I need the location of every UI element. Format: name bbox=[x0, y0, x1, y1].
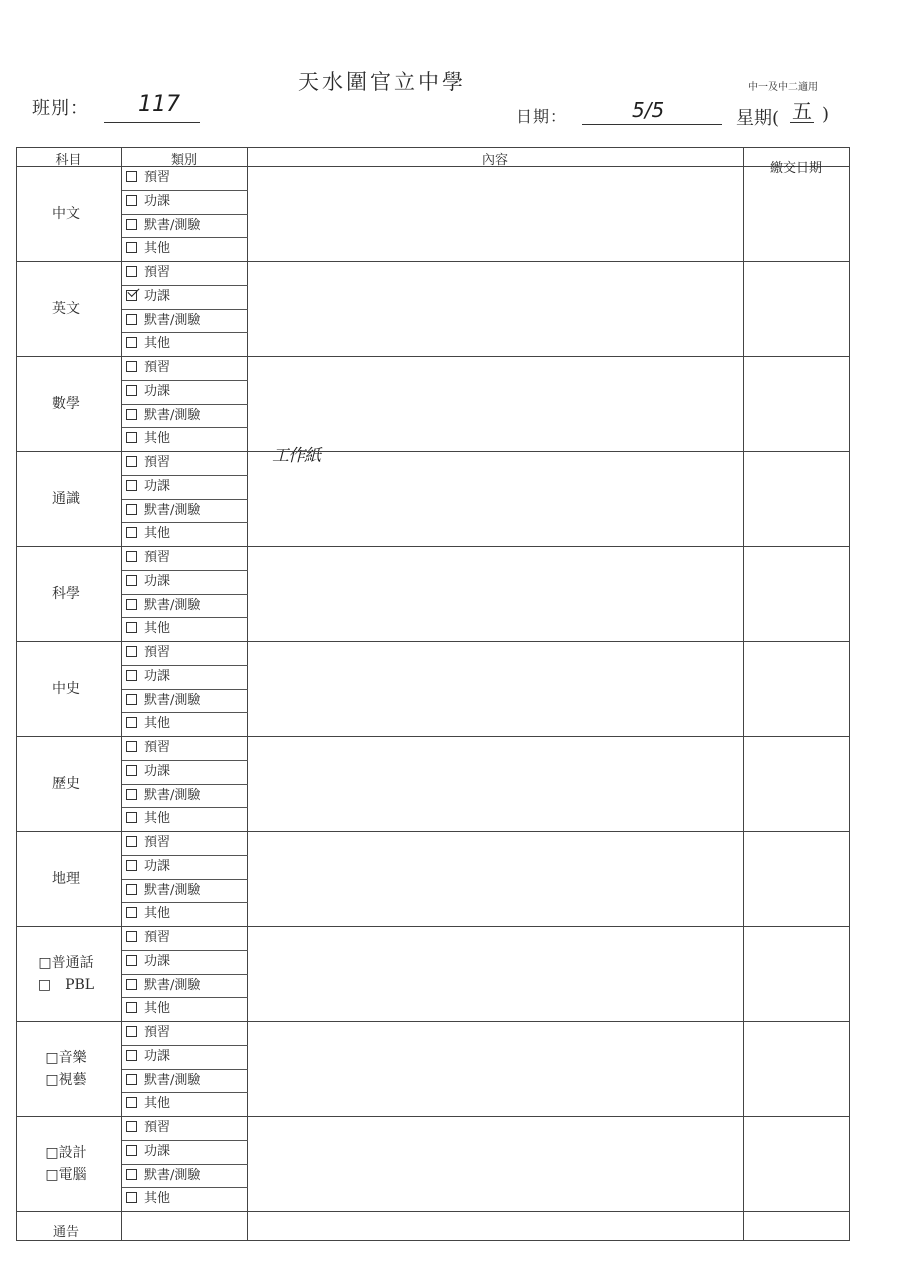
category-row[interactable] bbox=[122, 975, 250, 997]
checkbox[interactable] bbox=[126, 314, 137, 325]
category-label: 預習 bbox=[144, 740, 171, 755]
category-divider bbox=[122, 712, 248, 713]
subject-label bbox=[16, 773, 116, 795]
category-label: 其他 bbox=[144, 716, 171, 732]
section-divider bbox=[16, 1211, 850, 1212]
category-label: 功課 bbox=[144, 478, 171, 494]
subject-label bbox=[16, 583, 116, 605]
category-label: 預習 bbox=[144, 1025, 171, 1040]
category-divider bbox=[122, 427, 248, 428]
category-row[interactable] bbox=[122, 737, 250, 759]
category-row[interactable] bbox=[122, 785, 250, 807]
category-row[interactable] bbox=[122, 357, 250, 379]
category-row[interactable] bbox=[122, 595, 250, 617]
checkbox[interactable] bbox=[126, 527, 137, 538]
checkbox[interactable] bbox=[126, 219, 137, 230]
category-label: 預習 bbox=[144, 455, 171, 470]
subject-label bbox=[16, 952, 116, 996]
checkbox[interactable] bbox=[126, 242, 137, 253]
category-label: 預習 bbox=[144, 930, 171, 945]
category-row[interactable] bbox=[122, 571, 250, 593]
category-divider bbox=[122, 1045, 248, 1046]
category-row[interactable] bbox=[122, 476, 250, 498]
checkbox[interactable] bbox=[126, 1169, 137, 1180]
subject-label-line: 英文 bbox=[52, 300, 80, 317]
checkbox[interactable] bbox=[126, 860, 137, 871]
section-divider bbox=[16, 546, 850, 547]
weekday-value[interactable]: 五 bbox=[792, 99, 812, 123]
category-label: 功課 bbox=[144, 1048, 171, 1064]
checkbox[interactable] bbox=[126, 694, 137, 705]
checkbox[interactable] bbox=[126, 266, 137, 277]
category-row[interactable] bbox=[122, 452, 250, 474]
date-label: 日期： bbox=[516, 107, 568, 126]
category-label: 其他 bbox=[144, 241, 171, 257]
category-label: 默書/測驗 bbox=[144, 1072, 201, 1088]
category-label: 功課 bbox=[144, 668, 171, 684]
checkbox[interactable] bbox=[126, 1145, 137, 1156]
checkbox[interactable] bbox=[126, 789, 137, 800]
category-label: 默書/測驗 bbox=[144, 1167, 201, 1183]
category-label: 默書/測驗 bbox=[144, 502, 201, 518]
category-row[interactable] bbox=[122, 286, 250, 308]
category-divider bbox=[122, 190, 248, 191]
category-label: 預習 bbox=[144, 265, 171, 280]
category-label: 其他 bbox=[144, 431, 171, 447]
category-label: 功課 bbox=[144, 193, 171, 209]
category-row[interactable] bbox=[122, 713, 250, 735]
category-label: 其他 bbox=[144, 1191, 171, 1207]
checkbox[interactable] bbox=[126, 551, 137, 562]
subject-label-line: 歷史 bbox=[52, 775, 80, 792]
category-label: 預習 bbox=[144, 645, 171, 660]
category-divider bbox=[122, 1140, 248, 1141]
class-value[interactable]: 117 bbox=[138, 92, 180, 117]
category-label: 默書/測驗 bbox=[144, 787, 201, 803]
category-divider bbox=[122, 689, 248, 690]
checkbox[interactable] bbox=[126, 432, 137, 443]
category-row[interactable] bbox=[122, 238, 250, 260]
section-divider bbox=[16, 736, 850, 737]
section-divider bbox=[16, 831, 850, 832]
category-label: 默書/測驗 bbox=[144, 882, 201, 898]
category-row[interactable] bbox=[122, 690, 250, 712]
header-subject: 科目 bbox=[55, 153, 82, 168]
checkbox[interactable] bbox=[126, 741, 137, 752]
subject-label-line: 地理 bbox=[52, 870, 80, 887]
subject-label bbox=[16, 868, 116, 890]
category-divider bbox=[122, 1187, 248, 1188]
category-label: 預習 bbox=[144, 550, 171, 565]
subject-label bbox=[16, 393, 116, 415]
section-divider bbox=[16, 451, 850, 452]
category-row[interactable] bbox=[122, 1022, 250, 1044]
checkbox[interactable] bbox=[126, 670, 137, 681]
subject-label bbox=[16, 298, 116, 320]
category-row[interactable] bbox=[122, 618, 250, 640]
checkbox[interactable] bbox=[126, 646, 137, 657]
section-divider bbox=[16, 356, 850, 357]
category-divider bbox=[122, 309, 248, 310]
category-label: 預習 bbox=[144, 170, 171, 185]
category-row[interactable] bbox=[122, 191, 250, 213]
category-divider bbox=[122, 1092, 248, 1093]
category-row[interactable] bbox=[122, 405, 250, 427]
table-border-right bbox=[849, 147, 850, 1241]
category-label: 功課 bbox=[144, 858, 171, 874]
category-label: 功課 bbox=[144, 573, 171, 589]
category-row[interactable] bbox=[122, 1046, 250, 1068]
category-row[interactable] bbox=[122, 1070, 250, 1092]
category-divider bbox=[122, 1164, 248, 1165]
category-label: 其他 bbox=[144, 526, 171, 542]
category-row[interactable] bbox=[122, 167, 250, 189]
category-label: 其他 bbox=[144, 621, 171, 637]
category-row[interactable] bbox=[122, 808, 250, 830]
checkbox[interactable] bbox=[126, 1097, 137, 1108]
category-divider bbox=[122, 499, 248, 500]
category-label: 功課 bbox=[144, 953, 171, 969]
header-category: 類別 bbox=[170, 153, 197, 168]
category-divider bbox=[122, 879, 248, 880]
category-divider bbox=[122, 760, 248, 761]
subject-label bbox=[16, 678, 116, 700]
category-label: 默書/測驗 bbox=[144, 692, 201, 708]
homework-table bbox=[16, 147, 850, 1241]
checkbox[interactable] bbox=[126, 931, 137, 942]
checkbox[interactable] bbox=[126, 717, 137, 728]
category-row[interactable] bbox=[122, 310, 250, 332]
category-divider bbox=[122, 807, 248, 808]
category-row[interactable] bbox=[122, 856, 250, 878]
subject-label-line: 中史 bbox=[52, 680, 80, 697]
subject-label-line: 數學 bbox=[52, 395, 80, 412]
checkbox[interactable] bbox=[126, 385, 137, 396]
header-due-date: 繳交日期 bbox=[769, 161, 822, 176]
category-label: 預習 bbox=[144, 1120, 171, 1135]
checkbox[interactable] bbox=[126, 1026, 137, 1037]
section-divider bbox=[16, 641, 850, 642]
school-title: 天水圍官立中學 bbox=[298, 70, 466, 94]
section-divider bbox=[16, 926, 850, 927]
subject-label-line: □ PBL bbox=[37, 976, 95, 993]
category-label: 默書/測驗 bbox=[144, 312, 201, 328]
category-label: 預習 bbox=[144, 360, 171, 375]
category-divider bbox=[122, 332, 248, 333]
category-label: 預習 bbox=[144, 835, 171, 850]
checkbox[interactable] bbox=[126, 409, 137, 420]
category-row[interactable] bbox=[122, 1165, 250, 1187]
checkbox[interactable] bbox=[126, 599, 137, 610]
category-label: 默書/測驗 bbox=[144, 977, 201, 993]
subject-label-line: □設計 bbox=[45, 1144, 87, 1161]
checkbox[interactable] bbox=[126, 907, 137, 918]
checkbox[interactable] bbox=[126, 884, 137, 895]
category-row[interactable] bbox=[122, 381, 250, 403]
category-divider bbox=[122, 617, 248, 618]
category-row[interactable] bbox=[122, 523, 250, 545]
checkbox[interactable] bbox=[126, 171, 137, 182]
checkbox[interactable] bbox=[126, 337, 137, 348]
category-divider bbox=[122, 237, 248, 238]
subject-label bbox=[16, 1047, 116, 1091]
category-row[interactable] bbox=[122, 333, 250, 355]
category-label: 其他 bbox=[144, 1096, 171, 1112]
subject-label-line: □普通話 bbox=[38, 954, 94, 971]
checkbox[interactable] bbox=[126, 290, 137, 301]
category-divider bbox=[122, 570, 248, 571]
category-row[interactable] bbox=[122, 927, 250, 949]
checkbox[interactable] bbox=[126, 361, 137, 372]
date-underline bbox=[582, 124, 722, 125]
category-row[interactable] bbox=[122, 666, 250, 688]
category-divider bbox=[122, 902, 248, 903]
category-divider bbox=[122, 380, 248, 381]
category-label: 功課 bbox=[144, 383, 171, 399]
column-divider bbox=[743, 147, 744, 1241]
category-label: 默書/測驗 bbox=[144, 597, 201, 613]
english-homework-content[interactable]: 工作紙 bbox=[272, 446, 320, 466]
category-row[interactable] bbox=[122, 428, 250, 450]
checkbox[interactable] bbox=[126, 1192, 137, 1203]
category-row[interactable] bbox=[122, 951, 250, 973]
category-label: 功課 bbox=[144, 1143, 171, 1159]
checkbox[interactable] bbox=[126, 955, 137, 966]
category-divider bbox=[122, 974, 248, 975]
category-label: 其他 bbox=[144, 1001, 171, 1017]
category-divider bbox=[122, 950, 248, 951]
category-label: 默書/測驗 bbox=[144, 407, 201, 423]
category-row[interactable] bbox=[122, 1093, 250, 1115]
category-row[interactable] bbox=[122, 500, 250, 522]
category-row[interactable] bbox=[122, 832, 250, 854]
category-row[interactable] bbox=[122, 642, 250, 664]
category-divider bbox=[122, 475, 248, 476]
category-row[interactable] bbox=[122, 262, 250, 284]
checkbox[interactable] bbox=[126, 836, 137, 847]
weekday-label: 星期( bbox=[736, 108, 780, 129]
category-row[interactable] bbox=[122, 761, 250, 783]
category-divider bbox=[122, 855, 248, 856]
checkbox[interactable] bbox=[126, 480, 137, 491]
checkbox[interactable] bbox=[126, 575, 137, 586]
checkbox[interactable] bbox=[126, 765, 137, 776]
subject-label-line: 通識 bbox=[52, 490, 80, 507]
category-row[interactable] bbox=[122, 1188, 250, 1210]
category-label: 其他 bbox=[144, 811, 171, 827]
subject-label bbox=[16, 488, 116, 510]
table-border-top bbox=[16, 147, 850, 148]
header-content: 內容 bbox=[481, 153, 508, 168]
section-divider bbox=[16, 261, 850, 262]
category-label: 功課 bbox=[144, 288, 171, 304]
category-row[interactable] bbox=[122, 998, 250, 1020]
category-label: 其他 bbox=[144, 336, 171, 352]
checkbox[interactable] bbox=[126, 979, 137, 990]
date-value[interactable]: 5/5 bbox=[632, 98, 665, 122]
checkbox[interactable] bbox=[126, 456, 137, 467]
category-divider bbox=[122, 285, 248, 286]
category-divider bbox=[122, 784, 248, 785]
checkbox[interactable] bbox=[126, 1002, 137, 1013]
section-divider bbox=[16, 1021, 850, 1022]
subject-label-line: □電腦 bbox=[45, 1166, 87, 1183]
category-label: 默書/測驗 bbox=[144, 217, 201, 233]
checkbox[interactable] bbox=[126, 504, 137, 515]
section-divider bbox=[16, 1116, 850, 1117]
category-row[interactable] bbox=[122, 903, 250, 925]
subject-label bbox=[16, 1142, 116, 1186]
table-border-bottom bbox=[16, 1240, 850, 1241]
category-divider bbox=[122, 214, 248, 215]
category-row[interactable] bbox=[122, 880, 250, 902]
category-row[interactable] bbox=[122, 547, 250, 569]
checkbox[interactable] bbox=[126, 195, 137, 206]
subject-label-line: 中文 bbox=[52, 205, 80, 222]
category-row[interactable] bbox=[122, 1141, 250, 1163]
class-label: 班別： bbox=[32, 98, 89, 119]
category-divider bbox=[122, 404, 248, 405]
category-divider bbox=[122, 522, 248, 523]
checkbox[interactable] bbox=[126, 622, 137, 633]
category-label: 功課 bbox=[144, 763, 171, 779]
checkbox[interactable] bbox=[126, 1074, 137, 1085]
subject-label-line: 科學 bbox=[52, 585, 80, 602]
subject-label-line: □視藝 bbox=[45, 1071, 87, 1088]
checkbox[interactable] bbox=[126, 1050, 137, 1061]
category-divider bbox=[122, 594, 248, 595]
checkbox[interactable] bbox=[126, 812, 137, 823]
subject-label bbox=[16, 203, 116, 225]
category-row[interactable] bbox=[122, 215, 250, 237]
weekday-close-paren: ) bbox=[822, 104, 830, 125]
category-divider bbox=[122, 997, 248, 998]
subject-label-line: □音樂 bbox=[45, 1049, 87, 1066]
category-divider bbox=[122, 1069, 248, 1070]
class-underline bbox=[104, 122, 200, 123]
checkbox[interactable] bbox=[126, 1121, 137, 1132]
notice-label: 通告 bbox=[52, 1225, 79, 1240]
category-divider bbox=[122, 665, 248, 666]
form-note: 中一及中二適用 bbox=[748, 82, 818, 93]
category-row[interactable] bbox=[122, 1117, 250, 1139]
category-label: 其他 bbox=[144, 906, 171, 922]
